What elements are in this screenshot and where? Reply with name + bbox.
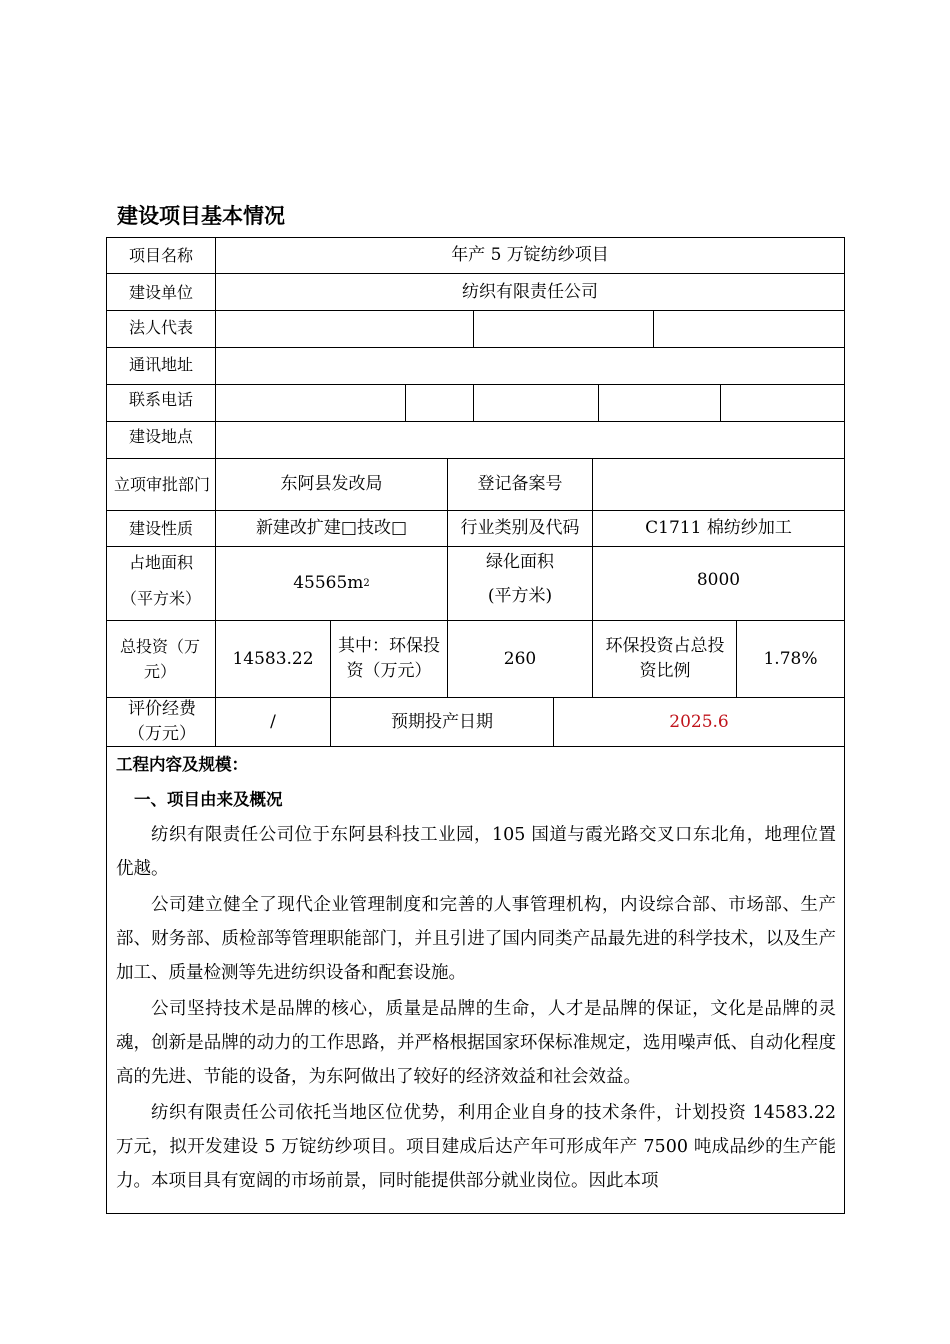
paragraph: 公司坚持技术是品牌的核心，质量是品牌的生命，人才是品牌的保证，文化是品牌的灵魂，创新是品牌的动力的工作思路，并严格根据国家环保标准规定，选用噪声低、自动化程度高的先进、节能的设备，为东阿做出了较好的经济效益和社会效益。 [116, 999, 836, 1087]
section-title: 一、项目由来及概况 [134, 790, 283, 809]
green-area-label: 绿化面积 [486, 551, 554, 572]
project-name-label: 项目名称 [128, 246, 193, 265]
address-label: 通讯地址 [128, 354, 193, 374]
green-area-value: 8000 [696, 570, 741, 590]
green-area-unit-label: (平方米) [487, 585, 553, 606]
industry-value: C1711 棉纺纱加工 [645, 518, 792, 538]
col-divider [405, 384, 406, 421]
env-invest-value: 260 [503, 648, 537, 669]
env-ratio-value: 1.78% [763, 648, 818, 669]
env-ratio-label: 环保投资占总投资比例 [605, 636, 725, 681]
row-divider [106, 421, 845, 422]
builder-label: 建设单位 [128, 282, 193, 302]
approval-dept-value: 东阿县发改局 [280, 474, 383, 494]
phone-label: 联系电话 [128, 389, 193, 409]
paragraph: 纺织有限责任公司位于东阿县科技工业园，105 国道与霞光路交叉口东北角，地理位置优越。 [116, 825, 836, 879]
land-area-number: 45565m [293, 573, 364, 593]
eval-fee-value: / [270, 711, 276, 732]
col-divider [720, 384, 721, 421]
nature-label: 建设性质 [128, 519, 193, 538]
paragraph: 纺织有限责任公司依托当地区位优势，利用企业自身的技术条件，计划投资 14583.22 万元，拟开发建设 5 万锭纺纱项目。项目建成后达产年可形成年产 7500 吨成品纱的生产能力。本项目具有宽阔的市场前景，同时能提供部分就业岗位。因此本项 [116, 1103, 836, 1191]
row-divider [106, 384, 845, 385]
col-divider [330, 620, 331, 697]
content-heading: 工程内容及规模： [116, 755, 248, 774]
industry-label: 行业类别及代码 [460, 518, 580, 538]
col-divider [473, 384, 474, 421]
project-name-value: 年产 5 万锭纺纱项目 [451, 245, 609, 265]
site-label: 建设地点 [128, 426, 193, 446]
land-area-value: 45565m 2 [216, 547, 447, 620]
row-divider [106, 310, 845, 311]
total-invest-label: 总投资（万元） [119, 637, 200, 681]
body-text [116, 818, 836, 1198]
builder-value: 纺织有限责任公司 [462, 281, 598, 302]
production-date-label: 预期投产日期 [391, 711, 493, 732]
approval-dept-label: 立项审批部门 [113, 475, 210, 494]
col-divider [653, 310, 654, 347]
col-divider [473, 310, 474, 347]
col-divider [598, 384, 599, 421]
row-divider [106, 347, 845, 348]
land-area-unit-label: （平方米） [120, 588, 201, 608]
eval-fee-label: 评价经费（万元） [128, 699, 196, 744]
legal-rep-label: 法人代表 [128, 317, 193, 337]
env-invest-label: 其中：环保投资（万元） [338, 636, 440, 681]
total-invest-value: 14583.22 [232, 648, 314, 669]
record-no-label: 登记备案号 [477, 474, 563, 494]
land-area-label: 占地面积 [128, 552, 193, 572]
row-divider [106, 746, 845, 747]
nature-value: 新建改扩建□技改□ [255, 518, 408, 538]
page-title: 建设项目基本情况 [117, 204, 285, 228]
production-date-value: 2025.6 [669, 711, 729, 732]
paragraph: 公司建立健全了现代企业管理制度和完善的人事管理机构，内设综合部、市场部、生产部、财务部、质检部等管理职能部门，并且引进了国内同类产品最先进的科学技术，以及生产加工、质量检测等先进纺织设备和配套设施。 [116, 895, 836, 983]
